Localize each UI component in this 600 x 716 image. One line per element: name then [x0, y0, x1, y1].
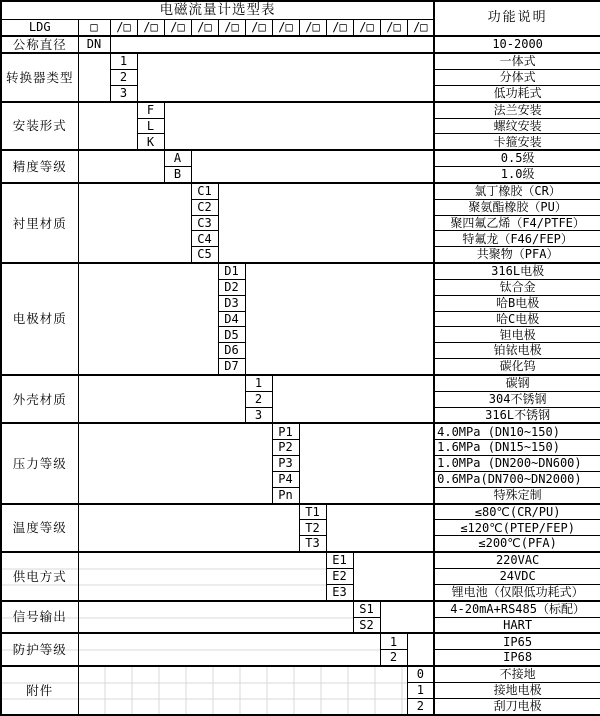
code-cell: 3 [110, 85, 137, 101]
code-cell: D7 [218, 359, 245, 375]
blank-region [78, 375, 245, 424]
code-slot: /□ [137, 19, 164, 35]
code-cell: D4 [218, 311, 245, 327]
desc-cell: 4.0MPa (DN10~150) [434, 423, 600, 439]
blank-region [164, 102, 434, 151]
code-cell: S1 [353, 601, 380, 617]
field-label-mounting: 安装形式 [1, 102, 78, 151]
blank-region [326, 504, 434, 553]
code-cell: 2 [245, 391, 272, 407]
desc-cell: 分体式 [434, 70, 600, 86]
code-cell: P1 [272, 423, 299, 439]
blank-region [218, 183, 434, 263]
desc-column-header: 功能说明 [434, 1, 600, 36]
code-cell: B [164, 167, 191, 183]
blank-region [78, 102, 137, 151]
desc-cell: 接地电极 [434, 683, 600, 699]
desc-cell: 卡箍安装 [434, 134, 600, 150]
field-label-temperature: 温度等级 [1, 504, 78, 553]
code-cell: C2 [191, 199, 218, 215]
field-label-liner: 衬里材质 [1, 183, 78, 263]
code-slot: /□ [272, 19, 299, 35]
field-label-housing: 外壳材质 [1, 375, 78, 424]
code-cell: 1 [110, 53, 137, 69]
code-cell: P3 [272, 456, 299, 472]
code-cell: 3 [245, 407, 272, 423]
blank-region [78, 633, 380, 666]
code-slot: /□ [218, 19, 245, 35]
model-prefix: LDG [1, 19, 78, 35]
field-label-diameter: 公称直径 [1, 36, 78, 54]
desc-cell: IP68 [434, 650, 600, 666]
desc-cell: 1.0MPa (DN200~DN600) [434, 456, 600, 472]
code-cell: T3 [299, 536, 326, 552]
desc-cell: 碳钢 [434, 375, 600, 391]
blank-region [272, 375, 434, 424]
code-cell: P2 [272, 440, 299, 456]
blank-region [299, 423, 434, 503]
desc-cell: 锂电池（仅限低功耗式） [434, 584, 600, 600]
desc-cell: 氯丁橡胶（CR） [434, 183, 600, 199]
code-slot: /□ [299, 19, 326, 35]
desc-cell: 螺纹安装 [434, 118, 600, 134]
code-cell: E1 [326, 552, 353, 568]
desc-cell: 4-20mA+RS485（标配） [434, 601, 600, 617]
blank-region [78, 150, 164, 183]
code-cell: D1 [218, 263, 245, 279]
blank-region [380, 601, 434, 634]
code-cell: C5 [191, 247, 218, 263]
desc-cell: 0.5级 [434, 150, 600, 166]
code-cell: 0 [407, 666, 434, 682]
desc-cell: 不接地 [434, 666, 600, 682]
code-cell: T1 [299, 504, 326, 520]
desc-cell: IP65 [434, 633, 600, 649]
code-slot: /□ [353, 19, 380, 35]
code-cell: DN [78, 36, 110, 54]
desc-cell: 碳化钨 [434, 359, 600, 375]
desc-cell: 1.0级 [434, 167, 600, 183]
blank-region [78, 504, 299, 553]
desc-cell: 低功耗式 [434, 85, 600, 101]
code-cell: 1 [407, 683, 434, 699]
blank-region [78, 423, 272, 503]
field-label-pressure: 压力等级 [1, 423, 78, 503]
code-cell: Pn [272, 487, 299, 503]
code-cell: D3 [218, 295, 245, 311]
blank-region [78, 552, 326, 601]
field-label-electrode: 电极材质 [1, 263, 78, 375]
blank-region [110, 36, 434, 54]
desc-cell: 钛合金 [434, 280, 600, 296]
code-cell: 2 [407, 698, 434, 715]
blank-region [78, 666, 407, 715]
code-slot: /□ [245, 19, 272, 35]
code-cell: P4 [272, 471, 299, 487]
desc-cell: 316L电极 [434, 263, 600, 279]
blank-region [78, 263, 218, 375]
blank-region [78, 183, 191, 263]
table-title: 电磁流量计选型表 [1, 1, 434, 19]
code-cell: 1 [380, 633, 407, 649]
field-label-converter-type: 转换器类型 [1, 53, 78, 102]
desc-cell: 铂铱电极 [434, 343, 600, 359]
desc-cell: 0.6MPa(DN700~DN2000) [434, 471, 600, 487]
code-cell: D2 [218, 280, 245, 296]
desc-cell: ≤80℃(CR/PU) [434, 504, 600, 520]
desc-cell: 钽电极 [434, 327, 600, 343]
field-label-signal-output: 信号输出 [1, 601, 78, 634]
desc-cell: 特氟龙（F46/FEP） [434, 231, 600, 247]
desc-cell: 共聚物（PFA） [434, 247, 600, 263]
code-cell: F [137, 102, 164, 118]
code-slot: /□ [164, 19, 191, 35]
code-cell: 1 [245, 375, 272, 391]
field-label-protection: 防护等级 [1, 633, 78, 666]
desc-cell: 聚四氟乙烯（F4/PTFE） [434, 215, 600, 231]
desc-cell: HART [434, 617, 600, 633]
desc-cell: 304不锈钢 [434, 391, 600, 407]
desc-cell: 316L不锈钢 [434, 407, 600, 423]
desc-cell: 法兰安装 [434, 102, 600, 118]
desc-cell: 哈B电极 [434, 295, 600, 311]
code-cell: K [137, 134, 164, 150]
code-cell: C1 [191, 183, 218, 199]
desc-cell: 一体式 [434, 53, 600, 69]
code-slot: /□ [110, 19, 137, 35]
code-slot: /□ [191, 19, 218, 35]
code-slot: /□ [326, 19, 353, 35]
desc-cell: 1.6MPa (DN15~150) [434, 440, 600, 456]
blank-region [78, 53, 110, 102]
code-slot: /□ [380, 19, 407, 35]
code-cell: D5 [218, 327, 245, 343]
code-cell: C4 [191, 231, 218, 247]
code-box: □ [78, 19, 110, 35]
blank-region [191, 150, 434, 183]
code-cell: 2 [380, 650, 407, 666]
code-cell: S2 [353, 617, 380, 633]
desc-cell: 哈C电极 [434, 311, 600, 327]
blank-region [245, 263, 434, 375]
field-label-accuracy: 精度等级 [1, 150, 78, 183]
blank-region [78, 601, 353, 634]
blank-region [137, 53, 434, 102]
code-cell: D6 [218, 343, 245, 359]
code-cell: E3 [326, 584, 353, 600]
desc-cell: ≤120℃(PTEP/FEP) [434, 520, 600, 536]
field-label-accessories: 附件 [1, 666, 78, 715]
code-cell: C3 [191, 215, 218, 231]
code-cell: L [137, 118, 164, 134]
code-cell: A [164, 150, 191, 166]
code-cell: T2 [299, 520, 326, 536]
code-cell: 2 [110, 70, 137, 86]
desc-cell: 特殊定制 [434, 487, 600, 503]
desc-cell: 聚氨酯橡胶（PU） [434, 199, 600, 215]
code-cell: E2 [326, 568, 353, 584]
desc-cell: ≤200℃(PFA) [434, 536, 600, 552]
desc-cell: 10-2000 [434, 36, 600, 54]
desc-cell: 24VDC [434, 568, 600, 584]
blank-region [407, 633, 434, 666]
desc-cell: 刮刀电极 [434, 698, 600, 715]
desc-cell: 220VAC [434, 552, 600, 568]
field-label-power-supply: 供电方式 [1, 552, 78, 601]
blank-region [353, 552, 434, 601]
code-slot: /□ [407, 19, 434, 35]
